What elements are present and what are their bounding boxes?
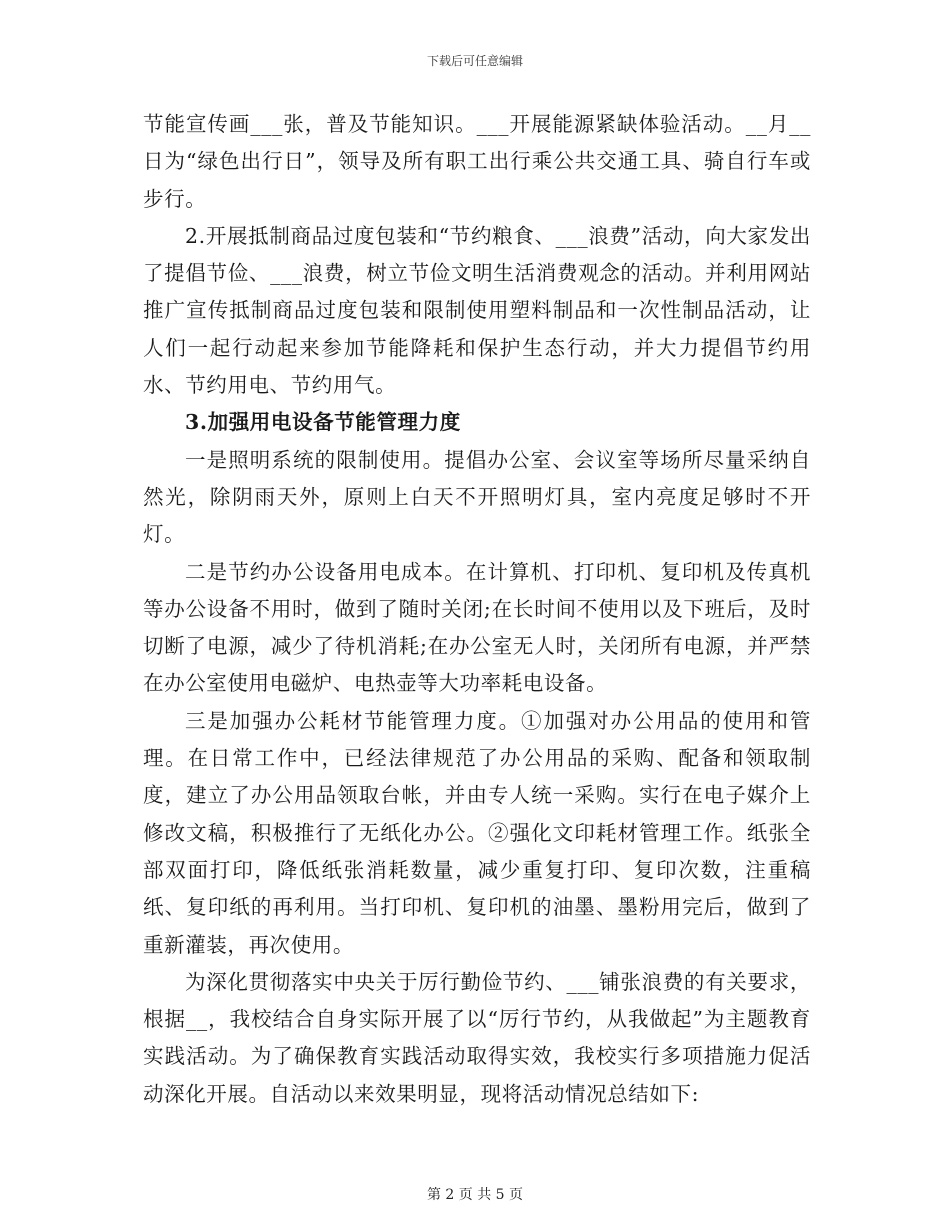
page-header: 下载后可任意编辑 (426, 54, 523, 68)
section-heading-electricity: 3.加强用电设备节能管理力度 (185, 410, 461, 435)
paragraph-green-travel: 节能宣传画___张，普及节能知识。___开展能源紧缺体验活动。__月__日为“绿色出行日”，领导及所有职工出行乘公共交通工具、骑自行车或步行。 (143, 112, 811, 211)
paragraph-office-equipment: 二是节约办公设备用电成本。在计算机、打印机、复印机及传真机等办公设备不用时，做到了随时关闭;在长时间不使用以及下班后，及时切断了电源，减少了待机消耗;在办公室无人时，关闭所有电源，并严禁在办公室使用电磁炉、电热壶等大功率耗电设备。 (143, 559, 811, 696)
document-body (143, 106, 811, 1113)
paragraph-school-activity: 为深化贯彻落实中央关于厉行勤俭节约、___铺张浪费的有关要求，根据__，我校结合自身实际开展了以“厉行节约，从我做起”为主题教育实践活动。为了确保教育实践活动取得实效，我校实行多项措施力促活动深化开展。自活动以来效果明显，现将活动情况总结如下: (143, 969, 811, 1106)
paragraph-office-supplies: 三是加强办公耗材节能管理力度。①加强对办公用品的使用和管理。在日常工作中，已经法律规范了办公用品的采购、配备和领取制度，建立了办公用品领取台帐，并由专人统一采购。实行在电子媒介上修改文稿，积极推行了无纸化办公。②强化文印耗材管理工作。纸张全部双面打印，降低纸张消耗数量，减少重复打印、复印次数，注重稿纸、复印纸的再利用。当打印机、复印机的油墨、墨粉用完后，做到了重新灌装，再次使用。 (143, 708, 811, 957)
paragraph-lighting: 一是照明系统的限制使用。提倡办公室、会议室等场所尽量采纳自然光，除阴雨天外，原则上白天不开照明灯具，室内亮度足够时不开灯。 (143, 447, 811, 547)
page-number: 第 2 页 共 5 页 (426, 1187, 524, 1203)
paragraph-anti-waste: 2.开展抵制商品过度包装和“节约粮食、___浪费”活动，向大家发出了提倡节俭、___浪费，树立节俭文明生活消费观念的活动。并利用网站推广宣传抵制商品过度包装和限制使用塑料制品和一次性制品活动，让人们一起行动起来参加节能降耗和保护生态行动，并大力提倡节约用水、节约用电、节约用气。 (143, 223, 811, 398)
